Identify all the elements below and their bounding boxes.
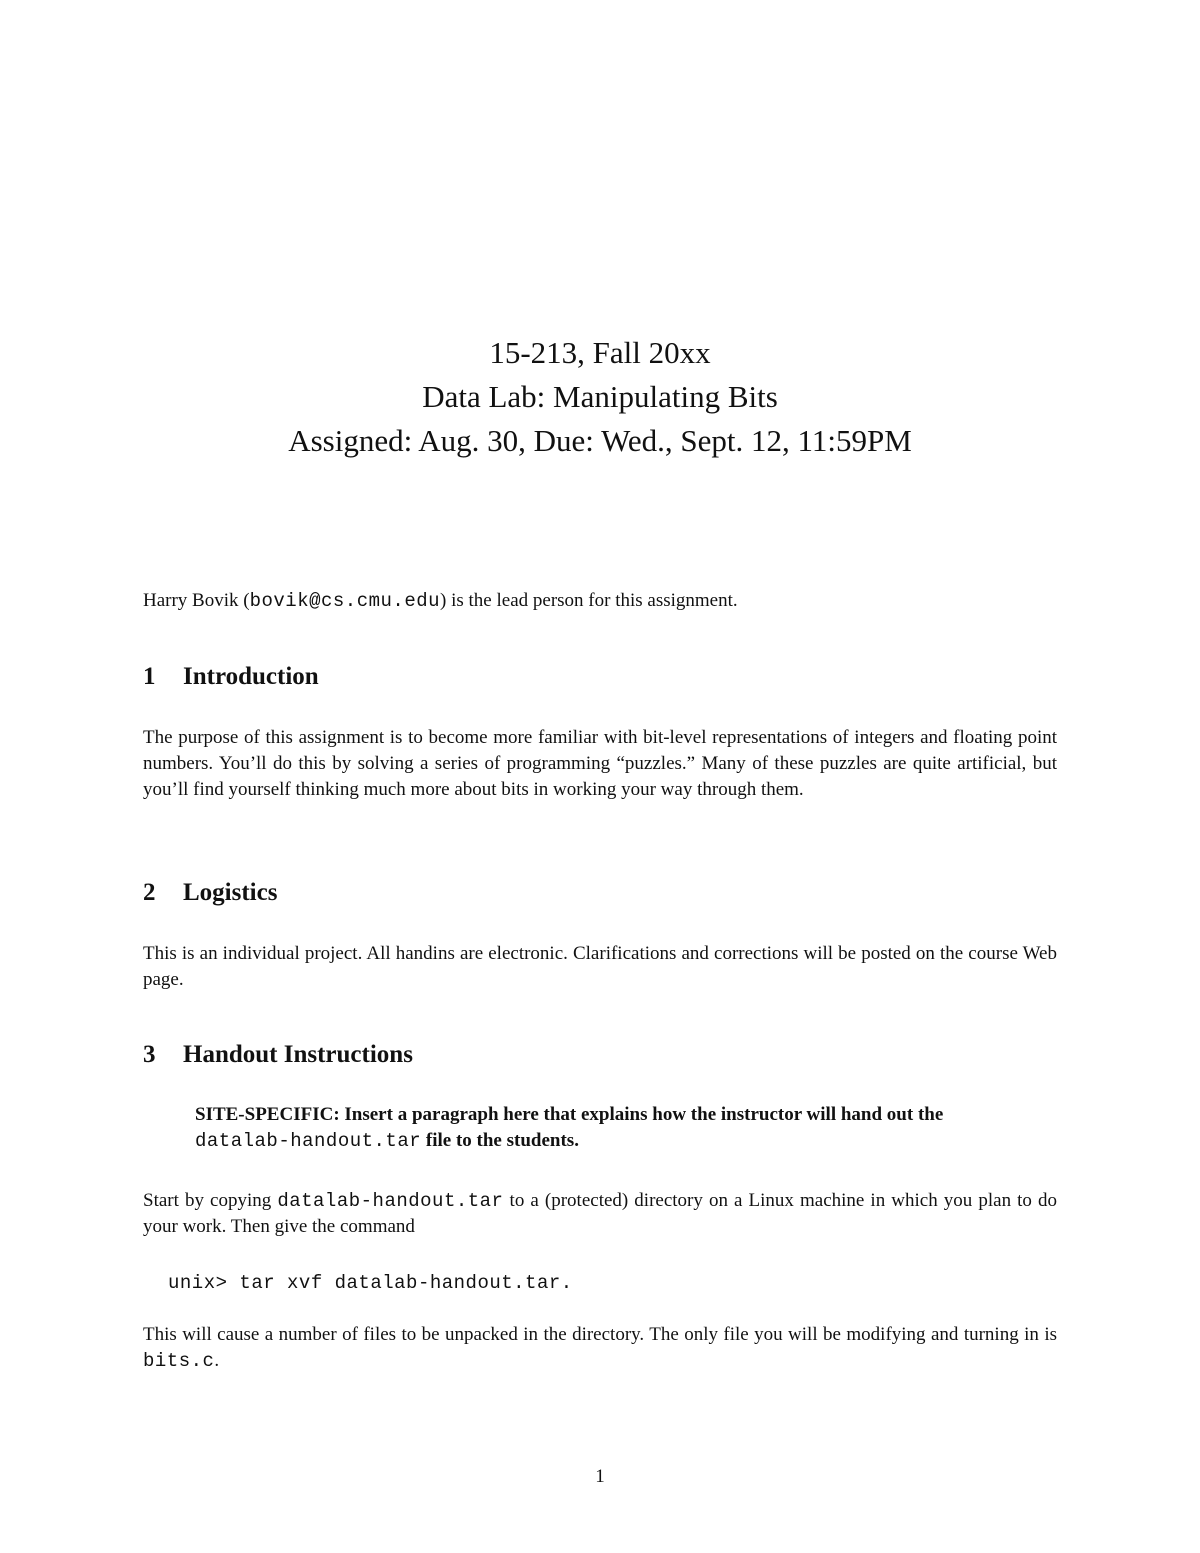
unpack-suffix: . (214, 1350, 220, 1371)
bits-filename: bits.c (143, 1350, 215, 1372)
handout-filename: datalab-handout.tar (195, 1130, 422, 1152)
lead-suffix: ) is the lead person for this assignment. (440, 590, 738, 611)
section-number: 2 (143, 879, 156, 906)
section-number: 3 (143, 1041, 156, 1068)
course-title: 15-213, Fall 20xx (489, 335, 711, 370)
section-title: Introduction (183, 663, 319, 690)
lead-email: bovik@cs.cmu.edu (249, 590, 441, 612)
site-specific-text: SITE-SPECIFIC: Insert a paragraph here that explains how the instructor will hand out the (195, 1104, 944, 1125)
document-title (0, 331, 1200, 463)
lab-title: Data Lab: Manipulating Bits (422, 379, 778, 414)
start-text: Start by copying (143, 1190, 278, 1211)
lead-person-paragraph (143, 588, 1057, 614)
section-heading-logistics (143, 878, 277, 908)
start-suffix: to a (protected) directory on a Linux machine in which you plan to do your work. Then give the command (143, 1190, 1057, 1237)
section-title: Handout Instructions (183, 1041, 413, 1068)
section-heading-handout-instructions (143, 1040, 413, 1070)
page-number: 1 (595, 1466, 605, 1487)
site-specific-note (195, 1102, 1025, 1154)
logistics-paragraph: This is an individual project. All handins are electronic. Clarifications and corrections will be posted on the course Web page. (143, 943, 1057, 990)
dates-line: Assigned: Aug. 30, Due: Wed., Sept. 12, 11:59PM (288, 423, 912, 458)
introduction-paragraph: The purpose of this assignment is to become more familiar with bit-level representations of integers and floating point numbers. You’ll do this by solving a series of programming “puzzles.” Many of these puzzles are quite artificial, but you’ll find yourself thinking much more about bits in working your way through them. (143, 727, 1057, 800)
section-number: 1 (143, 663, 156, 690)
unpack-text: This will cause a number of files to be unpacked in the directory. The only file you will be modifying and turning in is (143, 1324, 1057, 1345)
section-heading-introduction (143, 662, 319, 692)
lead-name: Harry Bovik ( (143, 590, 250, 611)
section-title: Logistics (183, 879, 278, 906)
start-filename: datalab-handout.tar (277, 1190, 504, 1212)
unix-command: unix> tar xvf datalab-handout.tar. (168, 1272, 573, 1294)
site-specific-suffix: file to the students. (421, 1130, 579, 1151)
unpack-paragraph (143, 1322, 1057, 1374)
start-paragraph (143, 1188, 1057, 1240)
